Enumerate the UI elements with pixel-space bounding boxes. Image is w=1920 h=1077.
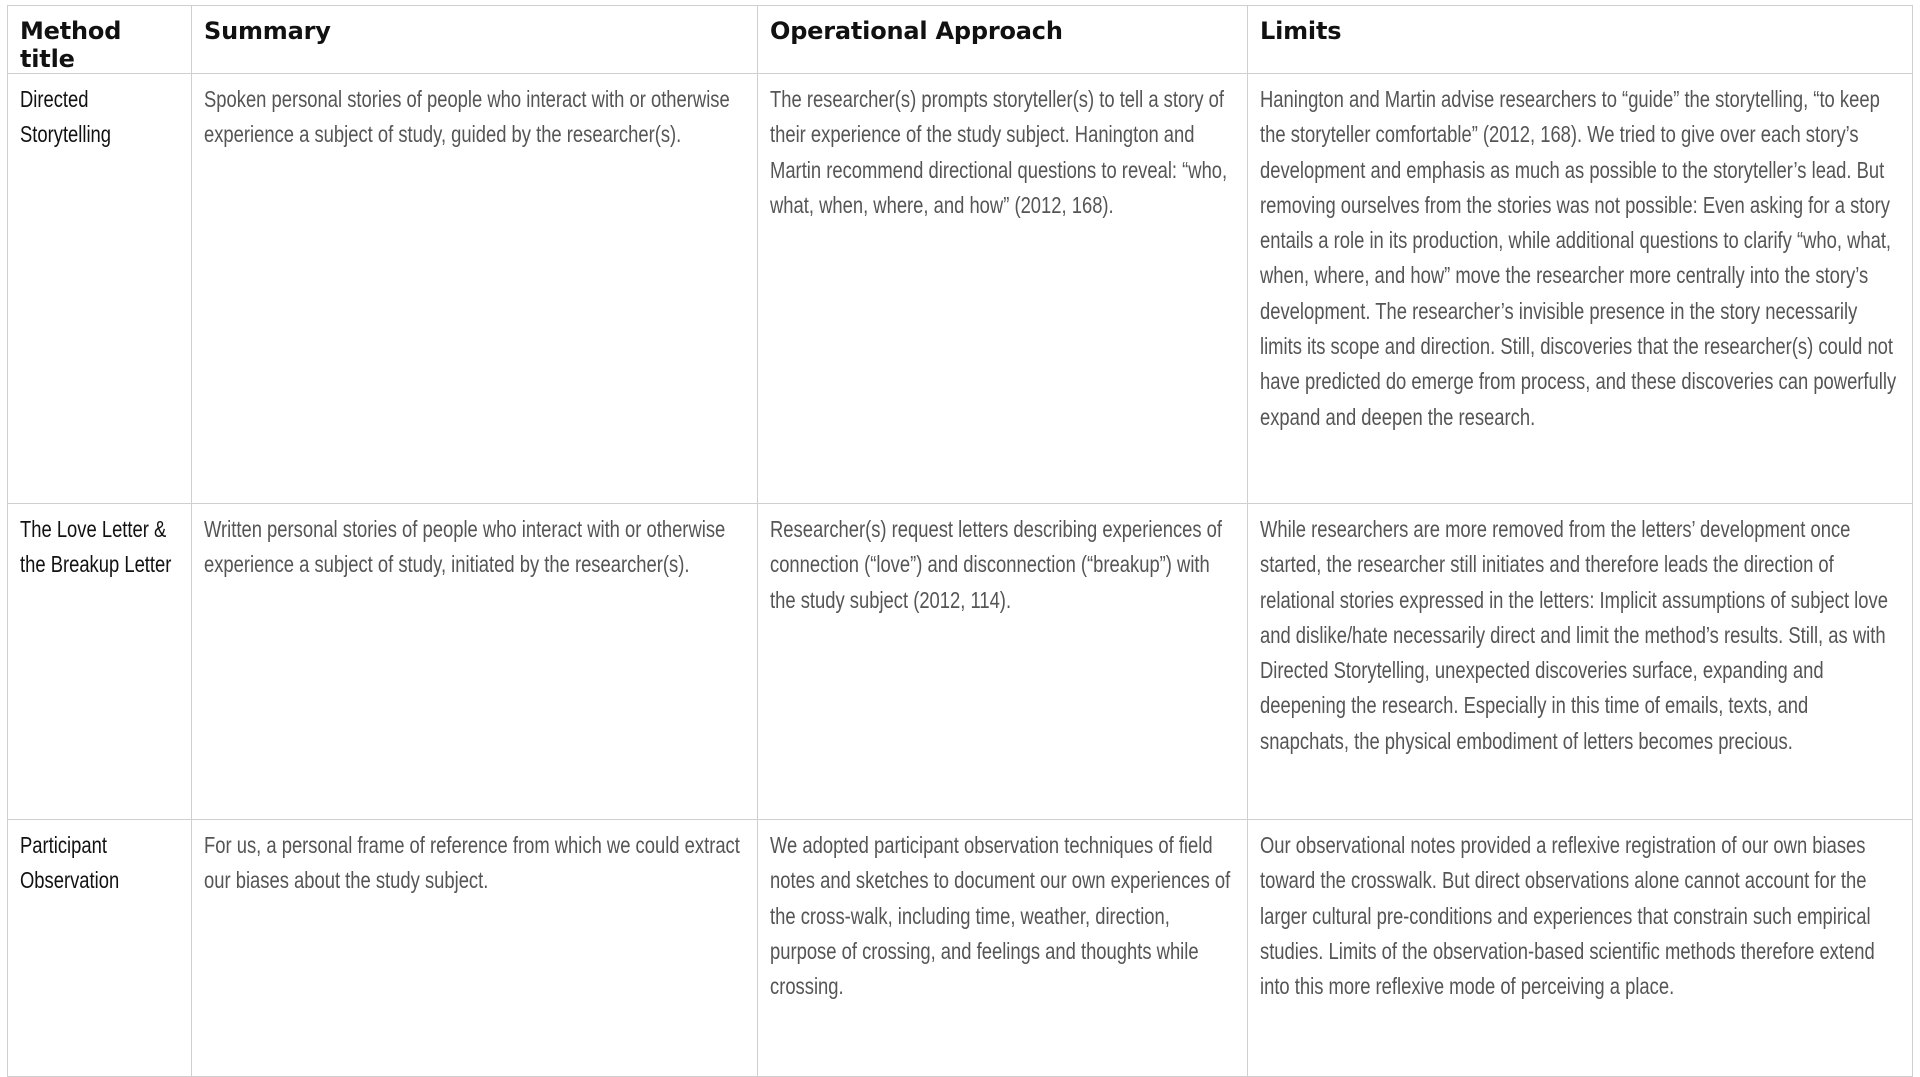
cell-text: Directed Storytelling <box>20 86 112 148</box>
cell-text: The researcher(s) prompts storyteller(s) to tell a story of their experience of the study subject. Hanington and Martin recommend directional questions to reveal: “who, what, when, where, and how” (2012, 168). <box>770 86 1228 218</box>
cell-text: For us, a personal frame of reference from which we could extract our biases about the study subject. <box>204 832 740 894</box>
cell-summary <box>192 74 758 504</box>
methods-table-container <box>7 5 1913 1077</box>
cell-text: While researchers are more removed from the letters’ development once started, the researcher still initiates and therefore leads the direction of relational stories expressed in the letters: Implicit assumptions of subject love and dislike/hate necessarily direct and limit the method’s results. Still, as with Directed Storytelling, unexpected discoveries surface, expanding and deepening the research. Especially in this time of emails, texts, and snapchats, the physical embodiment of letters becomes precious. <box>1260 516 1888 754</box>
cell-text: We adopted participant observation techniques of field notes and sketches to document our own experiences of the cross-walk, including time, weather, direction, purpose of crossing, and feelings and thoughts while crossing. <box>770 832 1231 1000</box>
header-method-title: Method title <box>8 6 192 74</box>
methods-table <box>7 5 1913 1077</box>
table-row <box>8 820 1913 1077</box>
cell-operational-approach <box>758 74 1248 504</box>
cell-summary <box>192 504 758 820</box>
cell-text: Researcher(s) request letters describing experiences of connection (“love”) and disconnection (“breakup”) with the study subject (2012, 114). <box>770 516 1223 613</box>
cell-operational-approach <box>758 504 1248 820</box>
cell-limits <box>1248 504 1913 820</box>
cell-text: Our observational notes provided a reflexive registration of our own biases toward the crosswalk. But direct observations alone cannot account for the larger cultural pre-conditions and experiences that constrain such empirical studies. Limits of the observation-based scientific methods therefore extend into this more reflexive mode of perceiving a place. <box>1260 832 1875 1000</box>
cell-method-title <box>8 74 192 504</box>
cell-text: The Love Letter & the Breakup Letter <box>20 516 172 578</box>
header-summary: Summary <box>192 6 758 74</box>
cell-limits <box>1248 74 1913 504</box>
header-limits: Limits <box>1248 6 1913 74</box>
cell-summary <box>192 820 758 1077</box>
cell-text: Written personal stories of people who interact with or otherwise experience a subject of study, initiated by the researcher(s). <box>204 516 726 578</box>
cell-method-title <box>8 504 192 820</box>
cell-text: Spoken personal stories of people who interact with or otherwise experience a subject of study, guided by the researcher(s). <box>204 86 730 148</box>
header-operational-approach: Operational Approach <box>758 6 1248 74</box>
table-row <box>8 504 1913 820</box>
cell-text: Participant Observation <box>20 832 120 894</box>
table-row <box>8 74 1913 504</box>
table-header-row <box>8 6 1913 74</box>
cell-limits <box>1248 820 1913 1077</box>
cell-method-title <box>8 820 192 1077</box>
cell-operational-approach <box>758 820 1248 1077</box>
cell-text: Hanington and Martin advise researchers to “guide” the storytelling, “to keep the storyteller comfortable” (2012, 168). We tried to give over each story’s development and emphasis as much as possible to the storyteller’s lead. But removing ourselves from the stories was not possible: Even asking for a story entails a role in its production, while additional questions to clarify “who, what, when, where, and how” move the researcher more centrally into the story’s development. The researcher’s invisible presence in the story necessarily limits its scope and direction. Still, discoveries that the researcher(s) could not have predicted do emerge from process, and these discoveries can powerfully expand and deepen the research. <box>1260 86 1897 430</box>
